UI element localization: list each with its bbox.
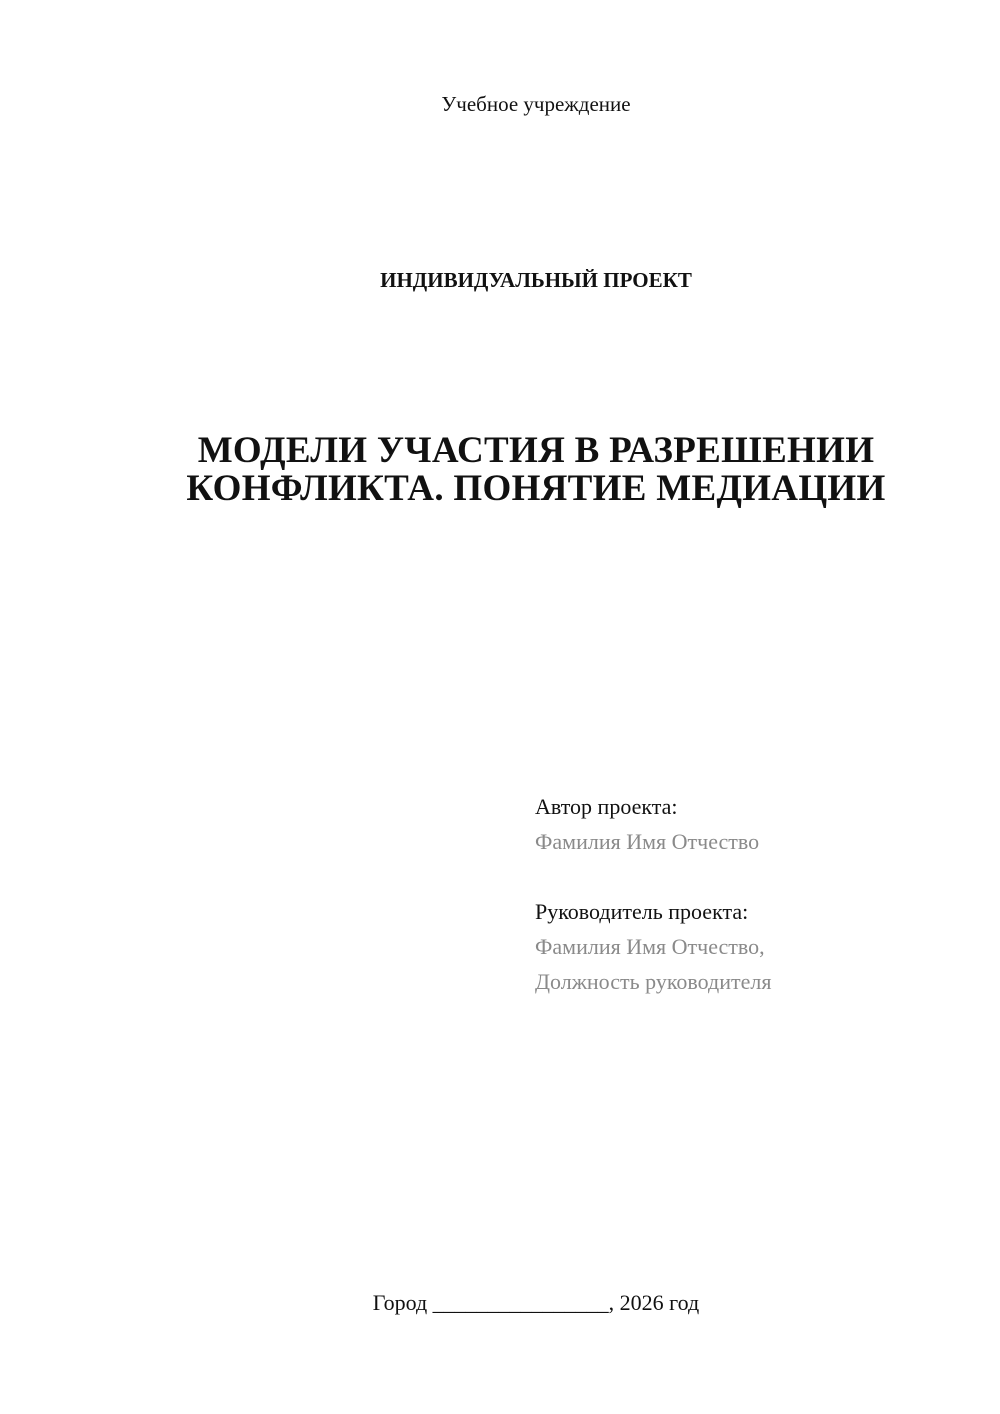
author-name: Фамилия Имя Отчество <box>535 829 760 854</box>
credits-block <box>535 789 975 999</box>
city-year-line: Город ________________, 2026 год <box>372 1290 700 1315</box>
project-title-line-1: МОДЕЛИ УЧАСТИЯ В РАЗРЕШЕНИИ <box>197 430 875 471</box>
supervisor-name: Фамилия Имя Отчество, <box>535 934 765 959</box>
project-type-heading: ИНДИВИДУАЛЬНЫЙ ПРОЕКТ <box>380 268 692 292</box>
author-label: Автор проекта: <box>535 794 678 819</box>
credits-spacer <box>535 859 975 894</box>
supervisor-position: Должность руководителя <box>535 969 772 994</box>
project-title <box>100 432 972 508</box>
project-title-line-2: КОНФЛИКТА. ПОНЯТИЕ МЕДИАЦИИ <box>186 468 886 509</box>
supervisor-label: Руководитель проекта: <box>535 899 749 924</box>
institution-name: Учебное учреждение <box>441 92 631 116</box>
